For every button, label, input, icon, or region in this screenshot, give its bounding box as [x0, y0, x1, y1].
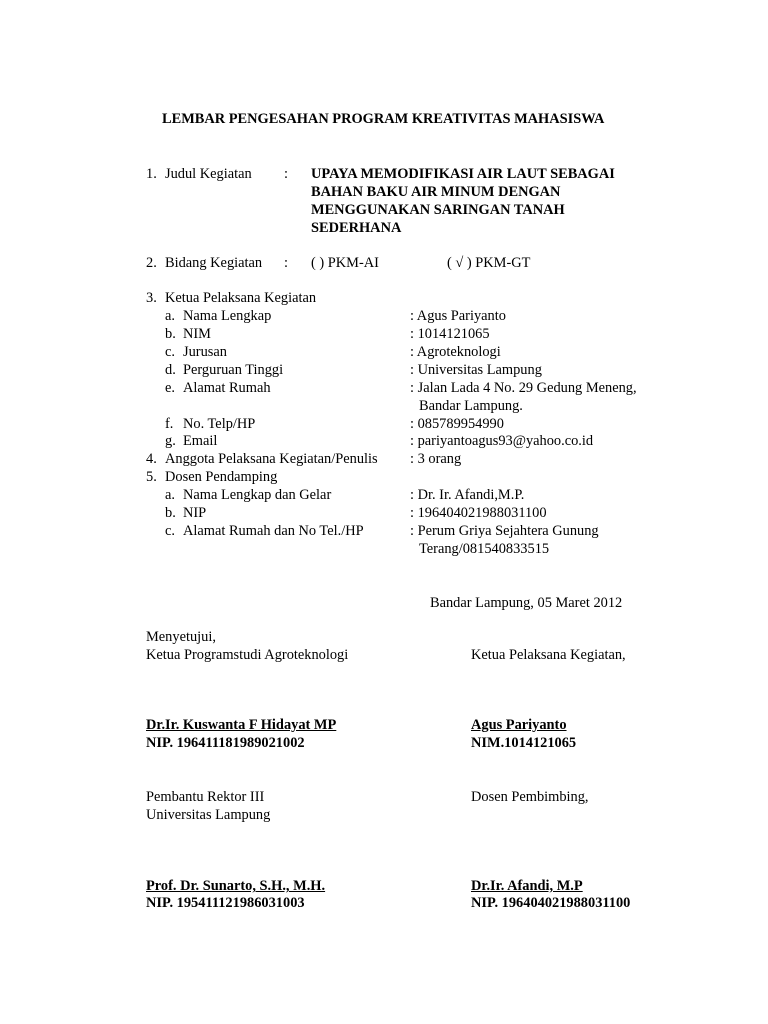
row-value-continued: Bandar Lampung.: [419, 398, 523, 414]
left-signatory-name-2: Prof. Dr. Sunarto, S.H., M.H.: [146, 878, 326, 894]
row-label: Alamat Rumah: [183, 380, 271, 396]
row-letter: c.: [165, 523, 175, 539]
row-value: : pariyantoagus93@yahoo.co.id: [410, 433, 594, 449]
row-label: Nama Lengkap: [183, 308, 272, 324]
left-signatory-id-2: NIP. 195411121986031003: [146, 895, 305, 911]
item-number: 1.: [146, 166, 157, 182]
row-letter: e.: [165, 380, 175, 396]
bidang-option-pkm-ai: ( ) PKM-AI: [311, 255, 379, 271]
item-number: 3.: [146, 290, 157, 306]
right-role: Ketua Pelaksana Kegiatan,: [471, 647, 626, 663]
judul-line: UPAYA MEMODIFIKASI AIR LAUT SEBAGAI: [311, 166, 615, 182]
row-label: Jurusan: [183, 344, 227, 360]
left-signatory-name: Dr.Ir. Kuswanta F Hidayat MP: [146, 717, 337, 733]
page-title: LEMBAR PENGESAHAN PROGRAM KREATIVITAS MAHASISWA: [162, 111, 605, 127]
row-letter: g.: [165, 433, 176, 449]
left-role-2: Pembantu Rektor III: [146, 789, 265, 805]
judul-line: SEDERHANA: [311, 220, 402, 236]
row-value: : 085789954990: [410, 416, 504, 432]
bidang-option-pkm-gt: ( √ ) PKM-GT: [447, 255, 531, 271]
row-letter: c.: [165, 344, 175, 360]
anggota-label: Anggota Pelaksana Kegiatan/Penulis: [165, 451, 378, 467]
right-signatory-name-2: Dr.Ir. Afandi, M.P: [471, 878, 583, 894]
row-letter: b.: [165, 326, 176, 342]
row-letter: d.: [165, 362, 176, 378]
row-label: NIP: [183, 505, 207, 521]
item-number: 5.: [146, 469, 157, 485]
row-value-continued: Terang/081540833515: [419, 541, 550, 557]
row-value: : Agus Pariyanto: [410, 308, 506, 324]
row-value: : Dr. Ir. Afandi,M.P.: [410, 487, 525, 503]
row-label: Alamat Rumah dan No Tel./HP: [183, 523, 364, 539]
right-signatory-id-2: NIP. 196404021988031100: [471, 895, 631, 911]
judul-label: Judul Kegiatan: [165, 166, 252, 182]
row-letter: a.: [165, 308, 175, 324]
dosen-heading: Dosen Pendamping: [165, 469, 278, 485]
row-letter: f.: [165, 416, 174, 432]
row-value: : Agroteknologi: [410, 344, 501, 360]
row-value: : Jalan Lada 4 No. 29 Gedung Meneng,: [410, 380, 637, 396]
item-number: 2.: [146, 255, 157, 271]
bidang-label: Bidang Kegiatan: [165, 255, 263, 271]
place-date: Bandar Lampung, 05 Maret 2012: [430, 595, 623, 611]
left-signatory-id: NIP. 196411181989021002: [146, 735, 305, 751]
colon: :: [284, 166, 288, 182]
row-value: : 1014121065: [410, 326, 490, 342]
row-letter: b.: [165, 505, 176, 521]
left-role: Ketua Programstudi Agroteknologi: [146, 647, 349, 663]
colon: :: [284, 255, 288, 271]
judul-line: MENGGUNAKAN SARINGAN TANAH: [311, 202, 565, 218]
menyetujui-label: Menyetujui,: [146, 629, 216, 645]
row-label: No. Telp/HP: [183, 416, 256, 432]
ketua-heading: Ketua Pelaksana Kegiatan: [165, 290, 317, 306]
row-label: Nama Lengkap dan Gelar: [183, 487, 332, 503]
row-letter: a.: [165, 487, 175, 503]
judul-line: BAHAN BAKU AIR MINUM DENGAN: [311, 184, 561, 200]
row-label: Email: [183, 433, 218, 449]
right-signatory-id: NIM.1014121065: [471, 735, 577, 751]
right-signatory-name: Agus Pariyanto: [471, 717, 567, 733]
anggota-value: : 3 orang: [410, 451, 462, 467]
item-number: 4.: [146, 451, 157, 467]
row-value: : Universitas Lampung: [410, 362, 542, 378]
row-label: NIM: [183, 326, 211, 342]
left-role-2-institution: Universitas Lampung: [146, 807, 271, 823]
row-value: : 196404021988031100: [410, 505, 547, 521]
row-label: Perguruan Tinggi: [183, 362, 284, 378]
right-role-2: Dosen Pembimbing,: [471, 789, 589, 805]
row-value: : Perum Griya Sejahtera Gunung: [410, 523, 599, 539]
